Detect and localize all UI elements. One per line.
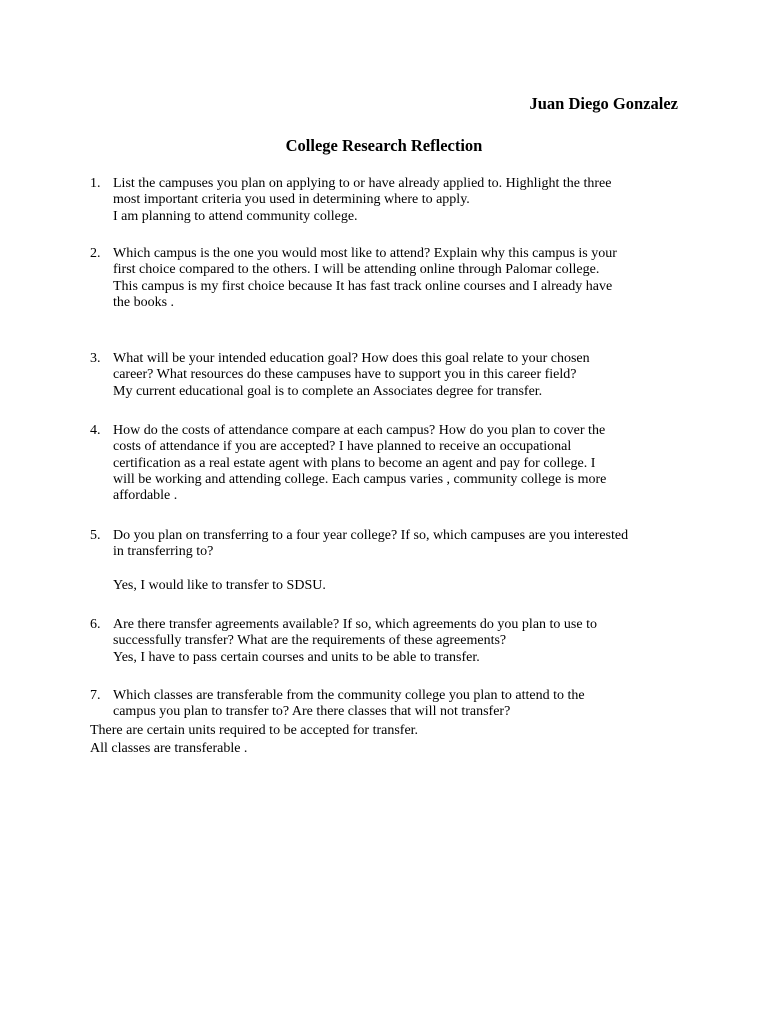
question-text-line: Are there transfer agreements available? If so, which agreements do you plan to use to — [113, 617, 597, 632]
question-text-line: Which classes are transferable from the community college you plan to attend to the — [113, 688, 585, 703]
question-5 — [90, 528, 690, 594]
author-name: Juan Diego Gonzalez — [529, 94, 678, 113]
answer-text-line: will be working and attending college. Each campus varies , community college is more — [113, 471, 607, 487]
answer-text-line: Yes, I have to pass certain courses and units to be able to transfer. — [113, 649, 480, 665]
question-number: 3. — [90, 351, 101, 366]
question-2 — [90, 246, 690, 311]
answer-text-line: the books . — [113, 294, 175, 310]
answer-text-line: My current educational goal is to complete an Associates degree for transfer. — [113, 383, 543, 399]
question-number: 4. — [90, 423, 101, 438]
question-number: 6. — [90, 617, 101, 632]
answer-text-line: affordable . — [113, 488, 178, 504]
question-number: 5. — [90, 528, 101, 543]
answer-text-line: This campus is my first choice because It has fast track online courses and I already have — [113, 278, 613, 294]
question-number: 2. — [90, 246, 101, 261]
question-text-line: How do the costs of attendance compare at each campus? How do you plan to cover the — [113, 423, 606, 438]
closing-answer-line: All classes are transferable . — [90, 741, 248, 756]
answer-text-line: I am planning to attend community college. — [113, 208, 358, 224]
question-text-line: List the campuses you plan on applying to or have already applied to. Highlight the three — [113, 176, 612, 191]
question-4 — [90, 423, 690, 504]
line-spacer — [113, 561, 690, 578]
document-title: College Research Reflection — [285, 136, 483, 155]
question-7 — [90, 688, 690, 721]
question-text-line: costs of attendance if you are accepted? I have planned to receive an occupational — [113, 439, 572, 455]
closing-answer-line: There are certain units required to be accepted for transfer. — [90, 723, 419, 738]
question-1 — [90, 176, 690, 225]
question-text-line: What will be your intended education goal? How does this goal relate to your chosen — [113, 351, 590, 366]
question-6 — [90, 617, 690, 666]
question-text-line: most important criteria you used in determining where to apply. — [113, 192, 470, 208]
question-number: 7. — [90, 688, 101, 703]
question-3 — [90, 351, 690, 400]
question-text-line: career? What resources do these campuses have to support you in this career field? — [113, 367, 577, 383]
question-text-line: in transferring to? — [113, 544, 214, 560]
question-text-line: campus you plan to transfer to? Are there classes that will not transfer? — [113, 704, 511, 720]
question-text-line: Which campus is the one you would most like to attend? Explain why this campus is your — [113, 246, 617, 261]
question-text-line: first choice compared to the others. I will be attending online through Palomar college. — [113, 262, 600, 278]
question-number: 1. — [90, 176, 101, 191]
answer-text-line: certification as a real estate agent with plans to become an agent and pay for college. I — [113, 455, 596, 471]
question-text-line: successfully transfer? What are the requirements of these agreements? — [113, 633, 507, 649]
question-text-line: Do you plan on transferring to a four year college? If so, which campuses are you interested — [113, 528, 629, 543]
answer-text-line: Yes, I would like to transfer to SDSU. — [113, 577, 326, 593]
